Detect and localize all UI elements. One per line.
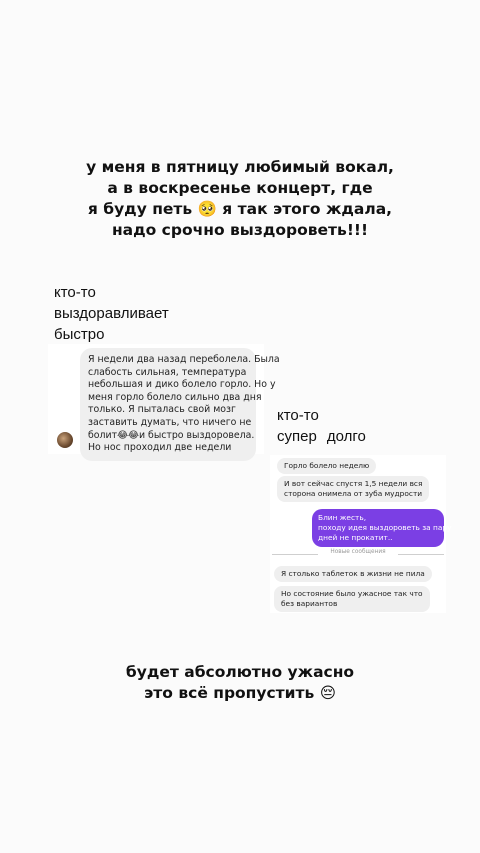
message-text: без вариантов: [281, 599, 338, 608]
headline-line-3: я буду петь 🥺 я так этого ждала,: [87, 200, 393, 218]
incoming-message-bubble: [277, 476, 429, 502]
caption-right-line-1: кто-то: [277, 407, 319, 424]
caption-right-line-2: [277, 426, 366, 447]
caption-word-super: супер: [277, 428, 317, 445]
message-text: Я столько таблеток в жизни не пила: [281, 569, 425, 578]
caption-slow-recovery: [277, 405, 366, 447]
chat-screenshot-1: [48, 344, 280, 454]
message-line: небольшая и дико болело горло. Но у: [88, 379, 276, 391]
footer-line-1: будет абсолютно ужасно: [125, 663, 355, 681]
message-text: И вот сейчас спустя 1,5 недели вся: [284, 479, 423, 488]
message-line: Но нос проходил две недели: [88, 442, 232, 454]
message-text: Горло болело неделю: [284, 461, 370, 470]
outgoing-message-bubble: [312, 509, 452, 547]
message-text: сторона онимела от зуба мудрости: [284, 489, 423, 498]
headline-line-1: у меня в пятницу любимый вокал,: [86, 158, 394, 176]
message-text: походу идея выздороветь за пару: [318, 523, 452, 532]
story-footer: [40, 662, 440, 704]
message-text: дней не прокатит..: [318, 533, 393, 542]
message-line: слабость сильная, температура: [88, 366, 247, 378]
caption-left-line-1: кто-то: [54, 284, 96, 301]
caption-word-long: долго: [326, 428, 366, 445]
story-headline: [40, 157, 440, 241]
incoming-message-bubble: [274, 586, 430, 612]
avatar: [57, 432, 73, 448]
caption-fast-recovery: [54, 282, 169, 345]
caption-left-line-3: быстро: [54, 326, 105, 343]
caption-left-line-2: выздоравливает: [54, 305, 169, 322]
message-text: Блин жесть,: [318, 513, 367, 522]
footer-line-2: это всё пропустить 😔: [144, 684, 336, 702]
incoming-message-bubble: [277, 458, 376, 474]
message-line: меня горло болело сильно два дня: [88, 391, 262, 403]
message-line: только. Я пыталась свой мозг: [88, 404, 236, 416]
message-text: Но состояние было ужасное так что: [281, 589, 423, 598]
message-line: болит😂😂и быстро выздоровела.: [88, 429, 255, 441]
divider-line: [398, 554, 444, 555]
headline-line-2: а в воскресенье концерт, где: [107, 179, 373, 197]
new-messages-label: Новые сообщения: [330, 549, 386, 555]
headline-line-4: надо срочно выздороветь!!!: [111, 221, 369, 239]
message-line: Я недели два назад переболела. Была: [88, 354, 280, 365]
incoming-message-bubble: [80, 348, 280, 461]
incoming-message-bubble: [274, 566, 432, 582]
chat-screenshot-2: [270, 455, 452, 613]
message-line: заставить думать, что ничего не: [88, 416, 252, 428]
new-messages-divider: [270, 548, 446, 560]
